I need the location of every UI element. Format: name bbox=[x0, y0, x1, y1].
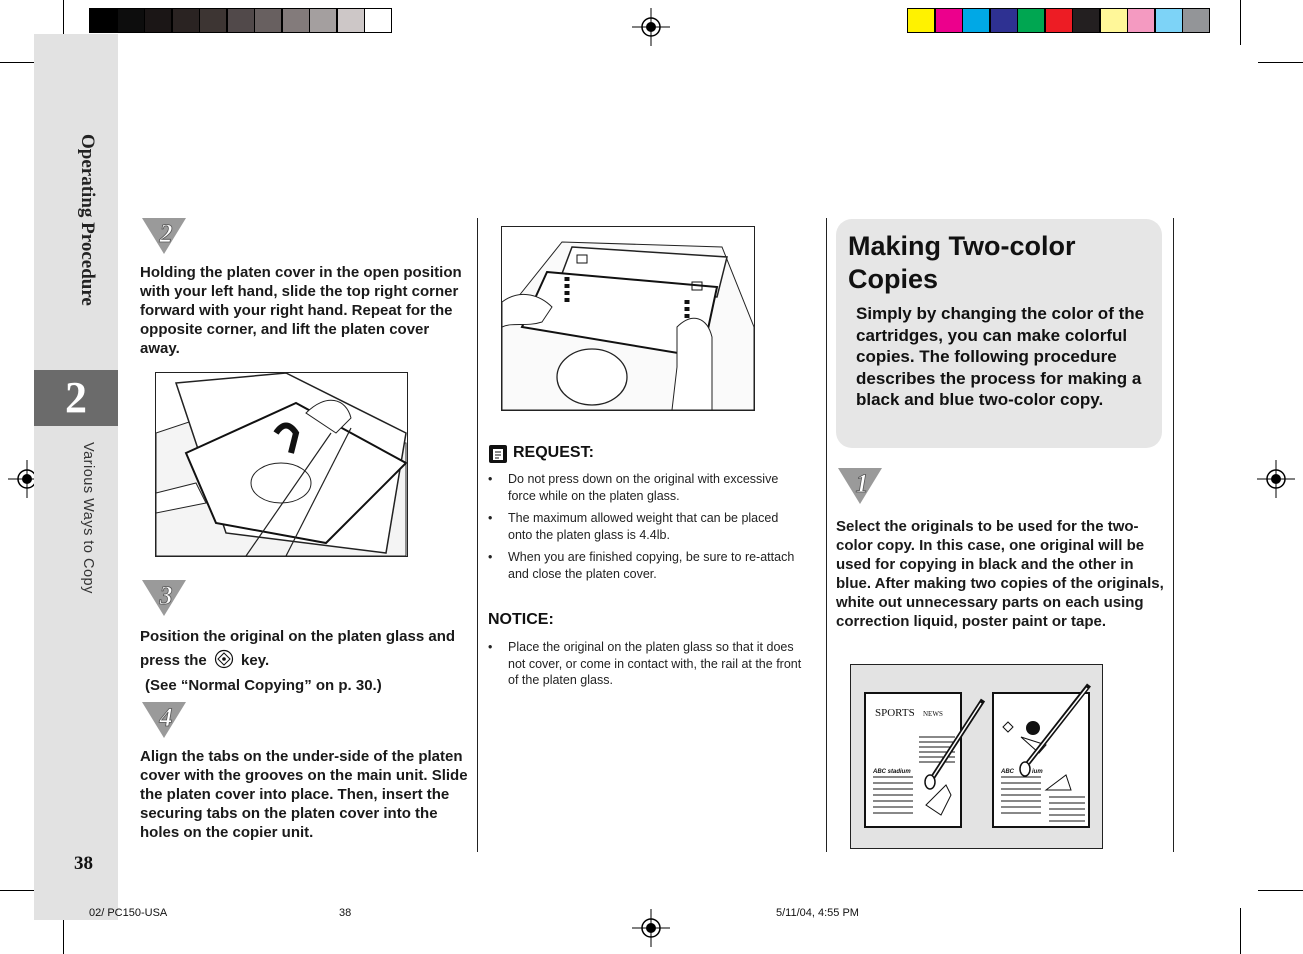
process-swatch bbox=[1045, 8, 1073, 33]
notice-item-1-text: Place the original on the platen glass so that it does not cover, or come in contact with, the rail at the front of the platen glass. bbox=[508, 640, 802, 687]
request-heading: REQUEST: bbox=[513, 444, 594, 461]
process-swatch bbox=[962, 8, 990, 33]
request-item-2: • The maximum allowed weight that can be placed onto the platen glass is 4.4lb. bbox=[488, 511, 779, 542]
step-2-text: Holding the platen cover in the open position with your left hand, slide the top right corner forward with your right hand. Repeat for the opposite corner, and lift the platen cover away. bbox=[140, 264, 462, 357]
request-item-3-text: When you are finished copying, be sure to re-attach and close the platen cover. bbox=[508, 550, 795, 581]
request-item-3: • When you are finished copying, be sure to re-attach and close the platen cover. bbox=[488, 550, 795, 581]
news-label: NEWS bbox=[923, 710, 943, 718]
process-swatch bbox=[990, 8, 1018, 33]
step-2-badge bbox=[140, 214, 188, 256]
step-4-number: 4 bbox=[159, 703, 173, 732]
step-4-text: Align the tabs on the under-side of the platen cover with the grooves on the main unit. Slide the platen cover into place. Then, insert the securing tabs on the platen cover into the holes on the copier unit. bbox=[140, 748, 468, 841]
footer-left: 02/ PC150-USA bbox=[89, 907, 168, 919]
chapter-title: Various Ways to Copy bbox=[80, 442, 96, 594]
process-swatch bbox=[1072, 8, 1100, 33]
process-swatch bbox=[1100, 8, 1128, 33]
figure-remove-platen-cover bbox=[155, 372, 408, 557]
section-intro-text: Simply by changing the color of the cartridges, you can make colorful copies. The following procedure describes the process for making a black and blue two-color copy. bbox=[856, 304, 1145, 409]
gray-swatch bbox=[89, 8, 117, 33]
section-title-making-two-color-copies: Making Two-color Copies bbox=[848, 231, 1076, 294]
step-3-text-after-key: key. bbox=[241, 652, 270, 669]
registration-mark-top bbox=[632, 8, 670, 46]
process-swatch bbox=[1182, 8, 1210, 33]
section-title: Operating Procedure bbox=[77, 134, 98, 306]
attach-cover-illustration bbox=[502, 227, 754, 410]
start-key-icon bbox=[214, 649, 234, 669]
step-2-number: 2 bbox=[159, 219, 173, 248]
gray-swatch bbox=[199, 8, 227, 33]
gray-swatch bbox=[254, 8, 282, 33]
gray-swatch bbox=[144, 8, 172, 33]
gray-swatch bbox=[309, 8, 337, 33]
platen-cover-illustration bbox=[156, 373, 407, 556]
step-3-text bbox=[140, 625, 470, 695]
column-rule-3 bbox=[1173, 218, 1174, 852]
registration-mark-bottom bbox=[632, 909, 670, 947]
process-swatch bbox=[1155, 8, 1183, 33]
abc-stadium-label: ABC stadium bbox=[873, 769, 911, 775]
abc-label: ABC bbox=[1001, 769, 1014, 775]
gray-swatch bbox=[337, 8, 365, 33]
registration-mark-right bbox=[1257, 460, 1295, 498]
step-3-reference: (See “Normal Copying” on p. 30.) bbox=[145, 677, 382, 694]
notice-item-1: • Place the original on the platen glass so that it does not cover, or come in contact with, the rail at the front of the platen glass. bbox=[488, 640, 802, 687]
request-item-1-text: Do not press down on the original with excessive force while on the platen glass. bbox=[508, 472, 779, 503]
originals-illustration bbox=[851, 665, 1102, 848]
step-3-text-before-key: Position the original on the platen glass and press the bbox=[140, 628, 456, 669]
gray-swatch bbox=[227, 8, 255, 33]
request-item-1: • Do not press down on the original with excessive force while on the platen glass. bbox=[488, 472, 779, 503]
gray-swatch bbox=[172, 8, 200, 33]
notice-heading: NOTICE: bbox=[488, 611, 554, 628]
page-number: 38 bbox=[74, 853, 93, 874]
footer-center: 38 bbox=[339, 907, 352, 919]
step-1-number: 1 bbox=[855, 469, 869, 498]
chapter-number: 2 bbox=[34, 370, 118, 426]
process-swatch bbox=[1127, 8, 1155, 33]
process-swatch bbox=[1017, 8, 1045, 33]
figure-two-originals bbox=[850, 664, 1103, 849]
step-4-badge bbox=[140, 698, 188, 740]
process-swatch bbox=[935, 8, 963, 33]
gray-swatch bbox=[364, 8, 392, 33]
request-item-2-text: The maximum allowed weight that can be placed onto the platen glass is 4.4lb. bbox=[508, 511, 779, 542]
column-rule-2 bbox=[826, 218, 827, 852]
process-swatch bbox=[907, 8, 935, 33]
footer-right: 5/11/04, 4:55 PM bbox=[776, 907, 859, 919]
step-1-badge bbox=[836, 464, 884, 506]
column-rule-1 bbox=[477, 218, 478, 852]
gray-swatch bbox=[282, 8, 310, 33]
step-1-text: Select the originals to be used for the two-color copy. In this case, one original will be used for copying in black and the other in blue. After making two copies of the originals, white out unnecessary parts on each using correction liquid, poster paint or tape. bbox=[836, 518, 1164, 630]
sports-label: SPORTS bbox=[875, 707, 915, 719]
step-3-number: 3 bbox=[159, 581, 173, 610]
step-3-badge bbox=[140, 576, 188, 618]
figure-attach-platen-cover bbox=[501, 226, 755, 411]
request-icon bbox=[488, 444, 508, 464]
ium-label: ium bbox=[1032, 769, 1043, 775]
gray-swatch bbox=[117, 8, 145, 33]
